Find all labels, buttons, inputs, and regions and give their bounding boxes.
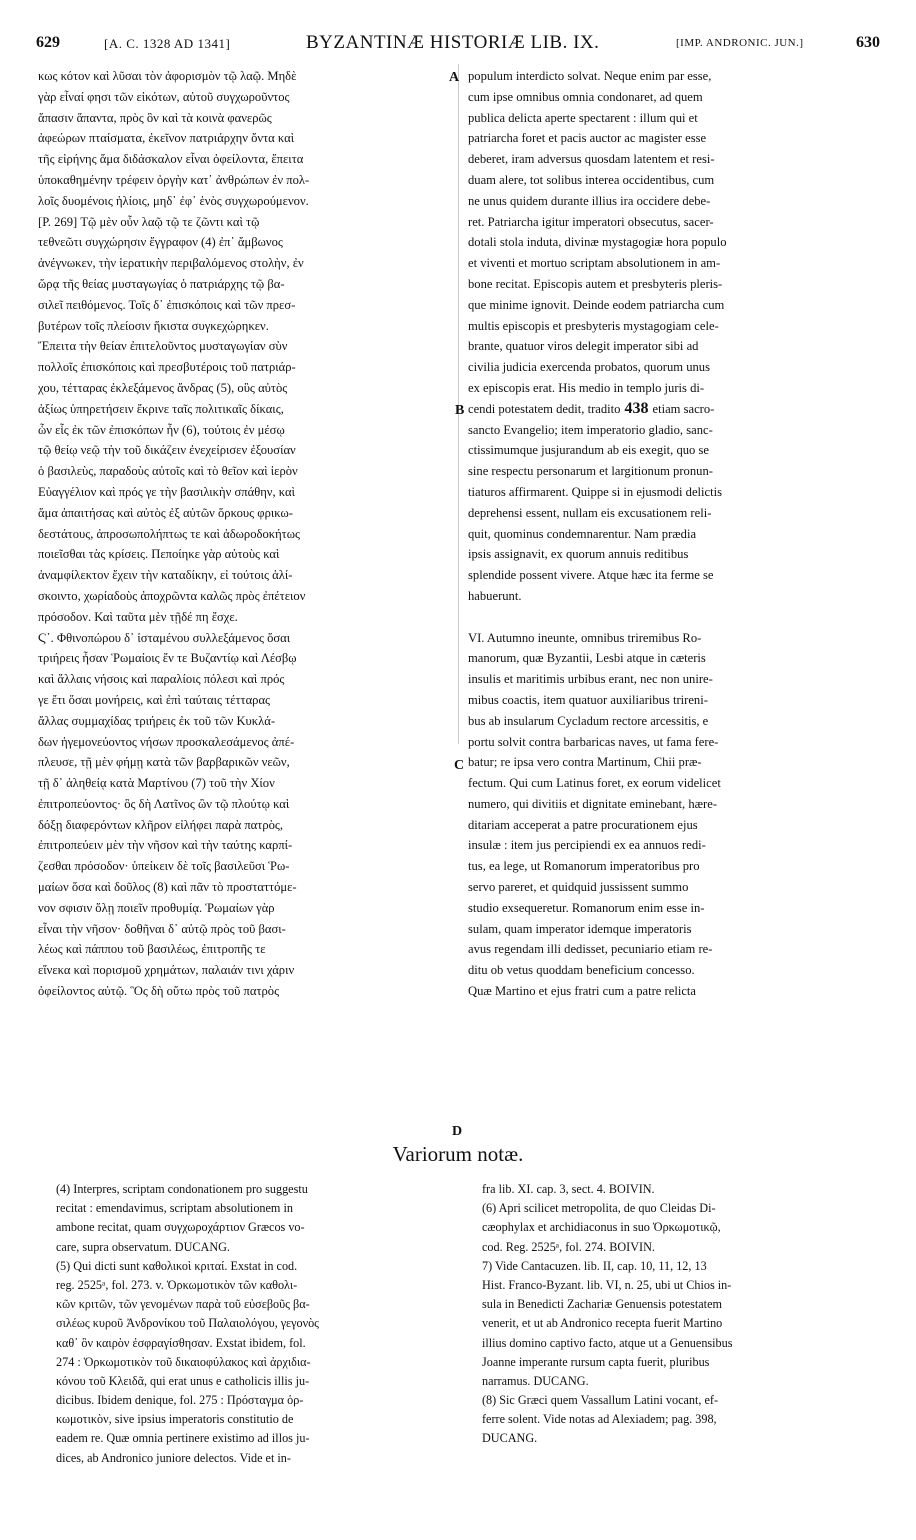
latin-text-line: civilia judicia exercenda probatos, quorum unus	[468, 360, 711, 375]
latin-text-line: cum ipse omnibus omnia condonaret, ad quem	[468, 89, 703, 104]
greek-text-line: πολλοῖς ἐπισκόποις καὶ πρεσβυτέροις τοῦ πατριάρ-	[38, 360, 296, 375]
greek-text-line: δων ἡγεμονεύοντος νήσων προσκαλεσάμενος ἀπέ-	[38, 734, 295, 749]
greek-text-line: ἅμα ἀπαιτήσας καὶ αὐτὸς ἐξ αὐτῶν ὅρκους φρικω-	[38, 505, 293, 520]
page-number-right: 630	[856, 34, 880, 51]
latin-text-line: dotali stola induta, divinæ mystagogiæ hora populo	[468, 235, 727, 250]
latin-text-line: splendide possent vivere. Atque hæc ita ferme se	[468, 568, 714, 583]
footnote-line: care, supra observatum. DUCANG.	[56, 1239, 230, 1254]
greek-text-line: βυτέρων τοῖς πλείοσιν ἥκιστα συγκεχώρηκεν.	[38, 318, 269, 333]
greek-text-line: γὰρ εἶναί φησι τῶν εἰκότων, αὐτοῦ συγχωροῦντος	[38, 89, 290, 104]
greek-text-line: ἀξίως ὑπηρετήσειν ἔκρινε ταῖς πολιτικαῖς δίκαις,	[38, 401, 284, 416]
running-title: BYZANTINÆ HISTORIÆ LIB. IX.	[306, 32, 600, 53]
latin-text-line: multis episcopis et presbyteris mystagogiam cele-	[468, 318, 719, 333]
margin-letter-b: B	[455, 403, 465, 418]
latin-text-line: cendi potestatem dedit, tradito 438 etiam sacro-	[468, 399, 715, 417]
footnote-line: venerit, et ut ab Andronico recepta fuerit Martino	[482, 1316, 723, 1331]
latin-text-line-tail: etiam sacro-	[652, 401, 715, 416]
latin-text-line: patriarcha foret et pacis auctor ac magister esse	[468, 131, 707, 146]
running-header	[36, 32, 880, 54]
footnote-line: ambone recitat, quam συγχωροχάρτιον Græcos vo-	[56, 1220, 305, 1235]
greek-text-line: ἅπασιν ἅπαντα, πρὸς ὃν καὶ τὰ κοινὰ φανερῶς	[38, 110, 272, 125]
latin-text-line: sancto Evangelio; item imperatorio gladio, sanc-	[468, 422, 713, 437]
latin-text-line: bone recitat. Episcopis autem et presbyteris pleris-	[468, 276, 723, 291]
footnote-line: fra lib. XI. cap. 3, sect. 4. BOIVIN.	[482, 1182, 655, 1196]
greek-text-line: ὁ βασιλεὺς, παραδοὺς αὐτοῖς καὶ τὸ θεῖον καὶ ἱερὸν	[38, 464, 298, 479]
latin-text-line: et viventi et mortuo scriptam absolutionem in am-	[468, 256, 721, 271]
latin-text-line: brante, quatuor viros delegit imperator sibi ad	[468, 339, 699, 354]
latin-text-line: mibus coactis, item quatuor auxiliaribus trireni-	[468, 692, 708, 707]
margin-letter-d: D	[452, 1124, 463, 1139]
greek-text-line: νον σφισιν ὅλῃ ποιεῖν προθυμίᾳ. Ῥωμαίων γὰρ	[38, 900, 275, 915]
latin-text-line: deprehensi essent, nullam eis excusationem reli-	[468, 505, 712, 520]
latin-text-line: tus, ea lege, ut Romanorum imperatoribus pro	[468, 859, 700, 874]
latin-text-line: ditu ob vetus quoddam beneficium concesso.	[468, 963, 695, 978]
latin-text-line: Quæ Martino et ejus fratri cum a patre relicta	[468, 984, 696, 999]
footnote-line: illius domino captivo facto, atque ut a Genuensibus	[482, 1335, 733, 1350]
greek-text-line: ἄλλας συμμαχίδας τριήρεις ἐκ τοῦ τῶν Κυκλά-	[38, 713, 276, 728]
greek-text-line: δεστάτους, ἀπροσωπολήπτως τε καὶ ἀδωροδοκήτως	[38, 526, 301, 541]
notes-title: Variorum notæ.	[392, 1142, 524, 1166]
footnote-line: Hist. Franco-Byzant. lib. VI, n. 25, ubi ut Chios in-	[482, 1277, 732, 1292]
greek-text-line: δόξῃ διαφερόντων κλῆρον εἰλήφει παρὰ πατρὸς,	[38, 817, 284, 832]
greek-text-line: χου, τέτταρας ἐκλεξάμενος ἄνδρας (5), οὓς αὐτὸς	[38, 380, 288, 395]
latin-text-line: ex episcopis erat. His medio in templo juris di-	[468, 380, 705, 395]
latin-text-line: batur; re ipsa vero contra Martinum, Chii præ-	[468, 755, 702, 770]
page-number-left: 629	[36, 34, 60, 51]
footnote-line: κόνου τοῦ Κλειδᾶ, qui erat unus e catholicis illis ju-	[56, 1373, 310, 1388]
greek-text-line: σκοιντο, χωρίαδοὺς ἀποχρῶντα καλῶς πρὸς ἐπέτειον	[38, 588, 306, 603]
latin-text-line: fectum. Qui cum Latinus foret, ex eorum videlicet	[468, 776, 721, 791]
greek-text-line: τριήρεις ἦσαν Ῥωμαίοις ἔν τε Βυζαντίῳ καὶ Λέσβῳ	[38, 651, 297, 666]
greek-text-line: ὧν εἷς ἐκ τῶν ἐπισκόπων ἦν (6), τούτοις ἐν μέσῳ	[38, 422, 285, 437]
latin-text-line: studio exsequeretur. Romanorum enim esse in-	[468, 900, 705, 915]
greek-text-line: ὥρᾳ τῆς θείας μυσταγωγίας ὁ πατριάρχης τῷ βα-	[38, 276, 285, 291]
latin-text-line: publica delicta aperte spectarent : illum qui et	[468, 110, 698, 125]
reign-label: [IMP. ANDRONIC. JUN.]	[676, 37, 804, 49]
latin-text-line: ditariam acceperat a patre procurationem ejus	[468, 817, 698, 832]
latin-text-line: avus regendam illi dedisset, pecuniario etiam re-	[468, 942, 713, 957]
greek-text-line: ὀφείλοντος αὐτῷ. Ὃς δὴ οὕτω πρὸς τοῦ πατρὸς	[38, 984, 280, 999]
greek-text-line: κως κότον καὶ λῦσαι τὸν ἀφορισμὸν τῷ λαῷ. Μηδὲ	[38, 69, 297, 83]
greek-text-line: ἐπιτροπεύοντος· ὃς δὴ Λατῖνος ὢν τῷ πλούτῳ καὶ	[38, 796, 290, 811]
greek-text-line: ζεσθαι πρόσοδον· ὑπείκειν δὲ τοῖς βασιλεῦσι Ῥω-	[38, 859, 290, 874]
margin-letter-a: A	[449, 70, 460, 85]
latin-text-line: tiaturos affirmarent. Quippe si in ejusmodi delictis	[468, 484, 723, 499]
greek-text-line: [P. 269] Τῷ μὲν οὖν λαῷ τῷ τε ζῶντι καὶ τῷ	[38, 214, 260, 229]
greek-text-line: ποιεῖσθαι τὰς κρίσεις. Πεποίηκε γὰρ αὐτοὺς καὶ	[38, 547, 280, 562]
footnote-line: σιλέως κυροῦ Ἀνδρονίκου τοῦ Παλαιολόγου, γεγονὸς	[56, 1316, 320, 1331]
notes-left-column	[56, 1180, 456, 1468]
footnote-line: eadem re. Quæ omnia pertinere existimo ad illos ju-	[56, 1431, 310, 1446]
greek-text-line: τῆς εἰρήνης ἅμα διδάσκαλον εἶναι ὀφείλοντα, ἔπειτα	[38, 152, 304, 167]
latin-text-line: sulam, quam imperator idemque imperatoris	[468, 921, 692, 936]
greek-text-line: λέως καὶ πάππου τοῦ βασιλέως, ἐπιτροπῆς τε	[38, 942, 266, 957]
latin-text-line: quit, quominus condemnarentur. Nam prædia	[468, 526, 697, 541]
latin-text-line: VI. Autumno ineunte, omnibus triremibus Ro-	[468, 630, 702, 645]
footnote-line: cod. Reg. 2525ᵃ, fol. 274. BOIVIN.	[482, 1239, 655, 1254]
greek-text-line: Ἔπειτα τὴν θείαν ἐπιτελοῦντος μυσταγωγίαν σὺν	[38, 339, 288, 354]
footnote-line: narramus. DUCANG.	[482, 1373, 589, 1388]
greek-text-line: εἵνεκα καὶ πορισμοῦ χρημάτων, παλαιάν τινι χάριν	[38, 963, 295, 978]
greek-text-line: τῷ θείῳ νεῷ τὴν τοῦ δικάζειν ἐνεχείρισεν ἐξουσίαν	[38, 443, 296, 458]
latin-text-line: sine respectu personarum et largitionum pronun-	[468, 464, 713, 479]
latin-text-line: duam alere, tot solibus interea occidentibus, cum	[468, 172, 715, 187]
greek-text-line: γε ἔτι ὅσαι μονήρεις, καὶ ἐπὶ ταύταις τέτταρας	[38, 692, 271, 707]
greek-text-line: μαίων ὅσα καὶ δοῦλος (8) καὶ πᾶν τὸ προσταττόμε-	[38, 880, 297, 895]
footnote-line: κῶν κριτῶν, τῶν γενομένων παρὰ τοῦ εὐσεβοῦς βα-	[56, 1297, 310, 1312]
footnote-line: dicibus. Ibidem denique, fol. 275 : Πρόσταγμα ὁρ-	[56, 1393, 304, 1408]
latin-text-line: habuerunt.	[468, 588, 522, 603]
greek-text-line: Ϛ᾽. Φθινοπώρου δ᾽ ἱσταμένου συλλεξάμενος ὅσαι	[38, 630, 291, 645]
footnote-line: καθ᾽ ὃν καιρὸν ἐσφραγίσθησαν. Exstat ibidem, fol.	[56, 1335, 306, 1350]
greek-text-line: τῇ δ᾽ ἀληθείᾳ κατὰ Μαρτίνου (7) τοῦ τὴν Χίον	[38, 776, 275, 791]
greek-text-line: εἶναι τὴν νῆσον· δοθῆναι δ᾽ αὐτῷ πρὸς τοῦ βασι-	[38, 921, 286, 936]
greek-text-line: πρόσοδον. Καὶ ταῦτα μὲν τῇδέ πη ἔσχε.	[38, 609, 238, 624]
greek-text-line: ὑποκαθημένην τρέφειν ὀργὴν κατ᾽ ἀνθρώπων ἐν πολ-	[38, 172, 310, 187]
latin-text-column	[468, 66, 880, 1002]
footnote-line: κωμοτικὸν, sive ipsius imperatoris constitutio de	[56, 1412, 294, 1427]
latin-text-line: ne unus quidem durante illius ira occidere debe-	[468, 193, 711, 208]
footnote-line: dices, ab Andronico juniore delectos. Vide et in-	[56, 1450, 291, 1465]
greek-text-line: πλευσε, τῇ μὲν φήμῃ κατὰ τῶν βαρβαρικῶν νεῶν,	[38, 755, 290, 770]
latin-text-line	[468, 607, 880, 628]
footnote-line: 7) Vide Cantacuzen. lib. II, cap. 10, 11, 12, 13	[482, 1258, 707, 1273]
inline-page-marker: 438	[620, 399, 653, 417]
greek-text-line: καὶ ἄλλαις νήσοις καὶ παραλίοις πόλεσι καὶ πρός	[38, 672, 285, 687]
greek-text-line: Εὐαγγέλιον καὶ πρός γε τὴν βασιλικὴν σπάθην, καὶ	[38, 484, 296, 499]
latin-text-line: manorum, quæ Byzantii, Lesbi atque in cæteris	[468, 651, 706, 666]
margin-letter-c: C	[454, 758, 465, 773]
footnote-line: Joanne imperante rursum capta fuerit, pluribus	[482, 1354, 710, 1369]
latin-text-line: insulæ : item jus percipiendi ex ea annuos redi-	[468, 838, 706, 853]
latin-text-line: portu solvit contra barbaricas naves, ut fama fere-	[468, 734, 719, 749]
footnote-line: DUCANG.	[482, 1431, 538, 1446]
footnote-line: 274 : Ὁρκωμοτικὸν τοῦ δικαιοφύλακος καὶ ἀρχιδια-	[56, 1354, 311, 1369]
latin-text-line: ipsis assignavit, ex quorum annuis reditibus	[468, 547, 689, 562]
latin-text-line: que minime ignovit. Deinde eodem patriarcha cum	[468, 297, 725, 312]
footnote-line: cæophylax et archidiaconus in suo Ὁρκωμοτικῷ,	[482, 1220, 721, 1235]
footnote-line: recitat : emendavimus, scriptam absolutionem in	[56, 1201, 293, 1216]
latin-text-line: ret. Patriarcha igitur imperatori obsecutus, sacer-	[468, 214, 714, 229]
date-range: [A. C. 1328 AD 1341]	[104, 36, 231, 51]
footnote-line: (8) Sic Græci quem Vassallum Latini vocant, ef-	[482, 1393, 719, 1408]
latin-text-line: insulis et maritimis urbibus erant, nec non unire-	[468, 672, 713, 687]
footnote-line: ferre solent. Vide notas ad Alexiadem; pag. 398,	[482, 1412, 717, 1427]
notes-right-column	[482, 1180, 880, 1449]
latin-text-line: deberet, iram adversus quosdam latentem et resi-	[468, 152, 715, 167]
greek-text-line: ἀναμφίλεκτον ἔχειν τὴν καταδίκην, εἰ τούτοις ἁλί-	[38, 568, 293, 583]
footnote-line: reg. 2525ᵃ, fol. 273. v. Ὁρκωμοτικὸν τῶν καθολι-	[56, 1277, 298, 1292]
greek-text-line: ἀφεώρων πταίσματα, ἐκεῖνον πατριάρχην ὄντα καὶ	[38, 131, 295, 146]
footnote-line: (6) Apri scilicet metropolita, de quo Cleidas Di-	[482, 1201, 716, 1216]
greek-text-column	[38, 66, 450, 1002]
greek-text-line: ἐπιτροπεύειν μὲν τὴν νῆσον καὶ τὴν ταύτης καρπί-	[38, 838, 293, 853]
latin-text-line: bus ab insularum Cycladum rectore arcessitis, e	[468, 713, 709, 728]
latin-text-line: numero, qui divitiis et dignitate eminebant, hære-	[468, 796, 718, 811]
footnote-line: sula in Benedicti Zachariæ Genuensis potestatem	[482, 1297, 722, 1312]
footnote-line: (5) Qui dicti sunt καθολικοὶ κριταί. Exstat in cod.	[56, 1258, 298, 1273]
greek-text-line: σιλεῖ πειθόμενος. Τοῖς δ᾽ ἐπισκόποις καὶ τῶν πρεσ-	[38, 297, 296, 312]
latin-text-line: populum interdicto solvat. Neque enim par esse,	[468, 69, 712, 83]
footnote-line: (4) Interpres, scriptam condonationem pro suggestu	[56, 1182, 308, 1196]
greek-text-line: τεθνεῶτι συγχώρησιν ἔγγραφον (4) ἐπ᾽ ἄμβωνος	[38, 235, 283, 250]
latin-text-line: servo pareret, et quidquid jussissent summo	[468, 880, 689, 895]
greek-text-line: λοῖς δυομένοις ἡλίοις, μηδ᾽ ἐφ᾽ ἑνὸς συγχωρούμενον.	[38, 193, 309, 208]
latin-text-line: ctissimumque jusjurandum ab eis exegit, quo se	[468, 443, 709, 458]
greek-text-line: ἀνέγνωκεν, τὴν ἱερατικὴν περιβαλόμενος στολὴν, ἐν	[38, 256, 304, 271]
